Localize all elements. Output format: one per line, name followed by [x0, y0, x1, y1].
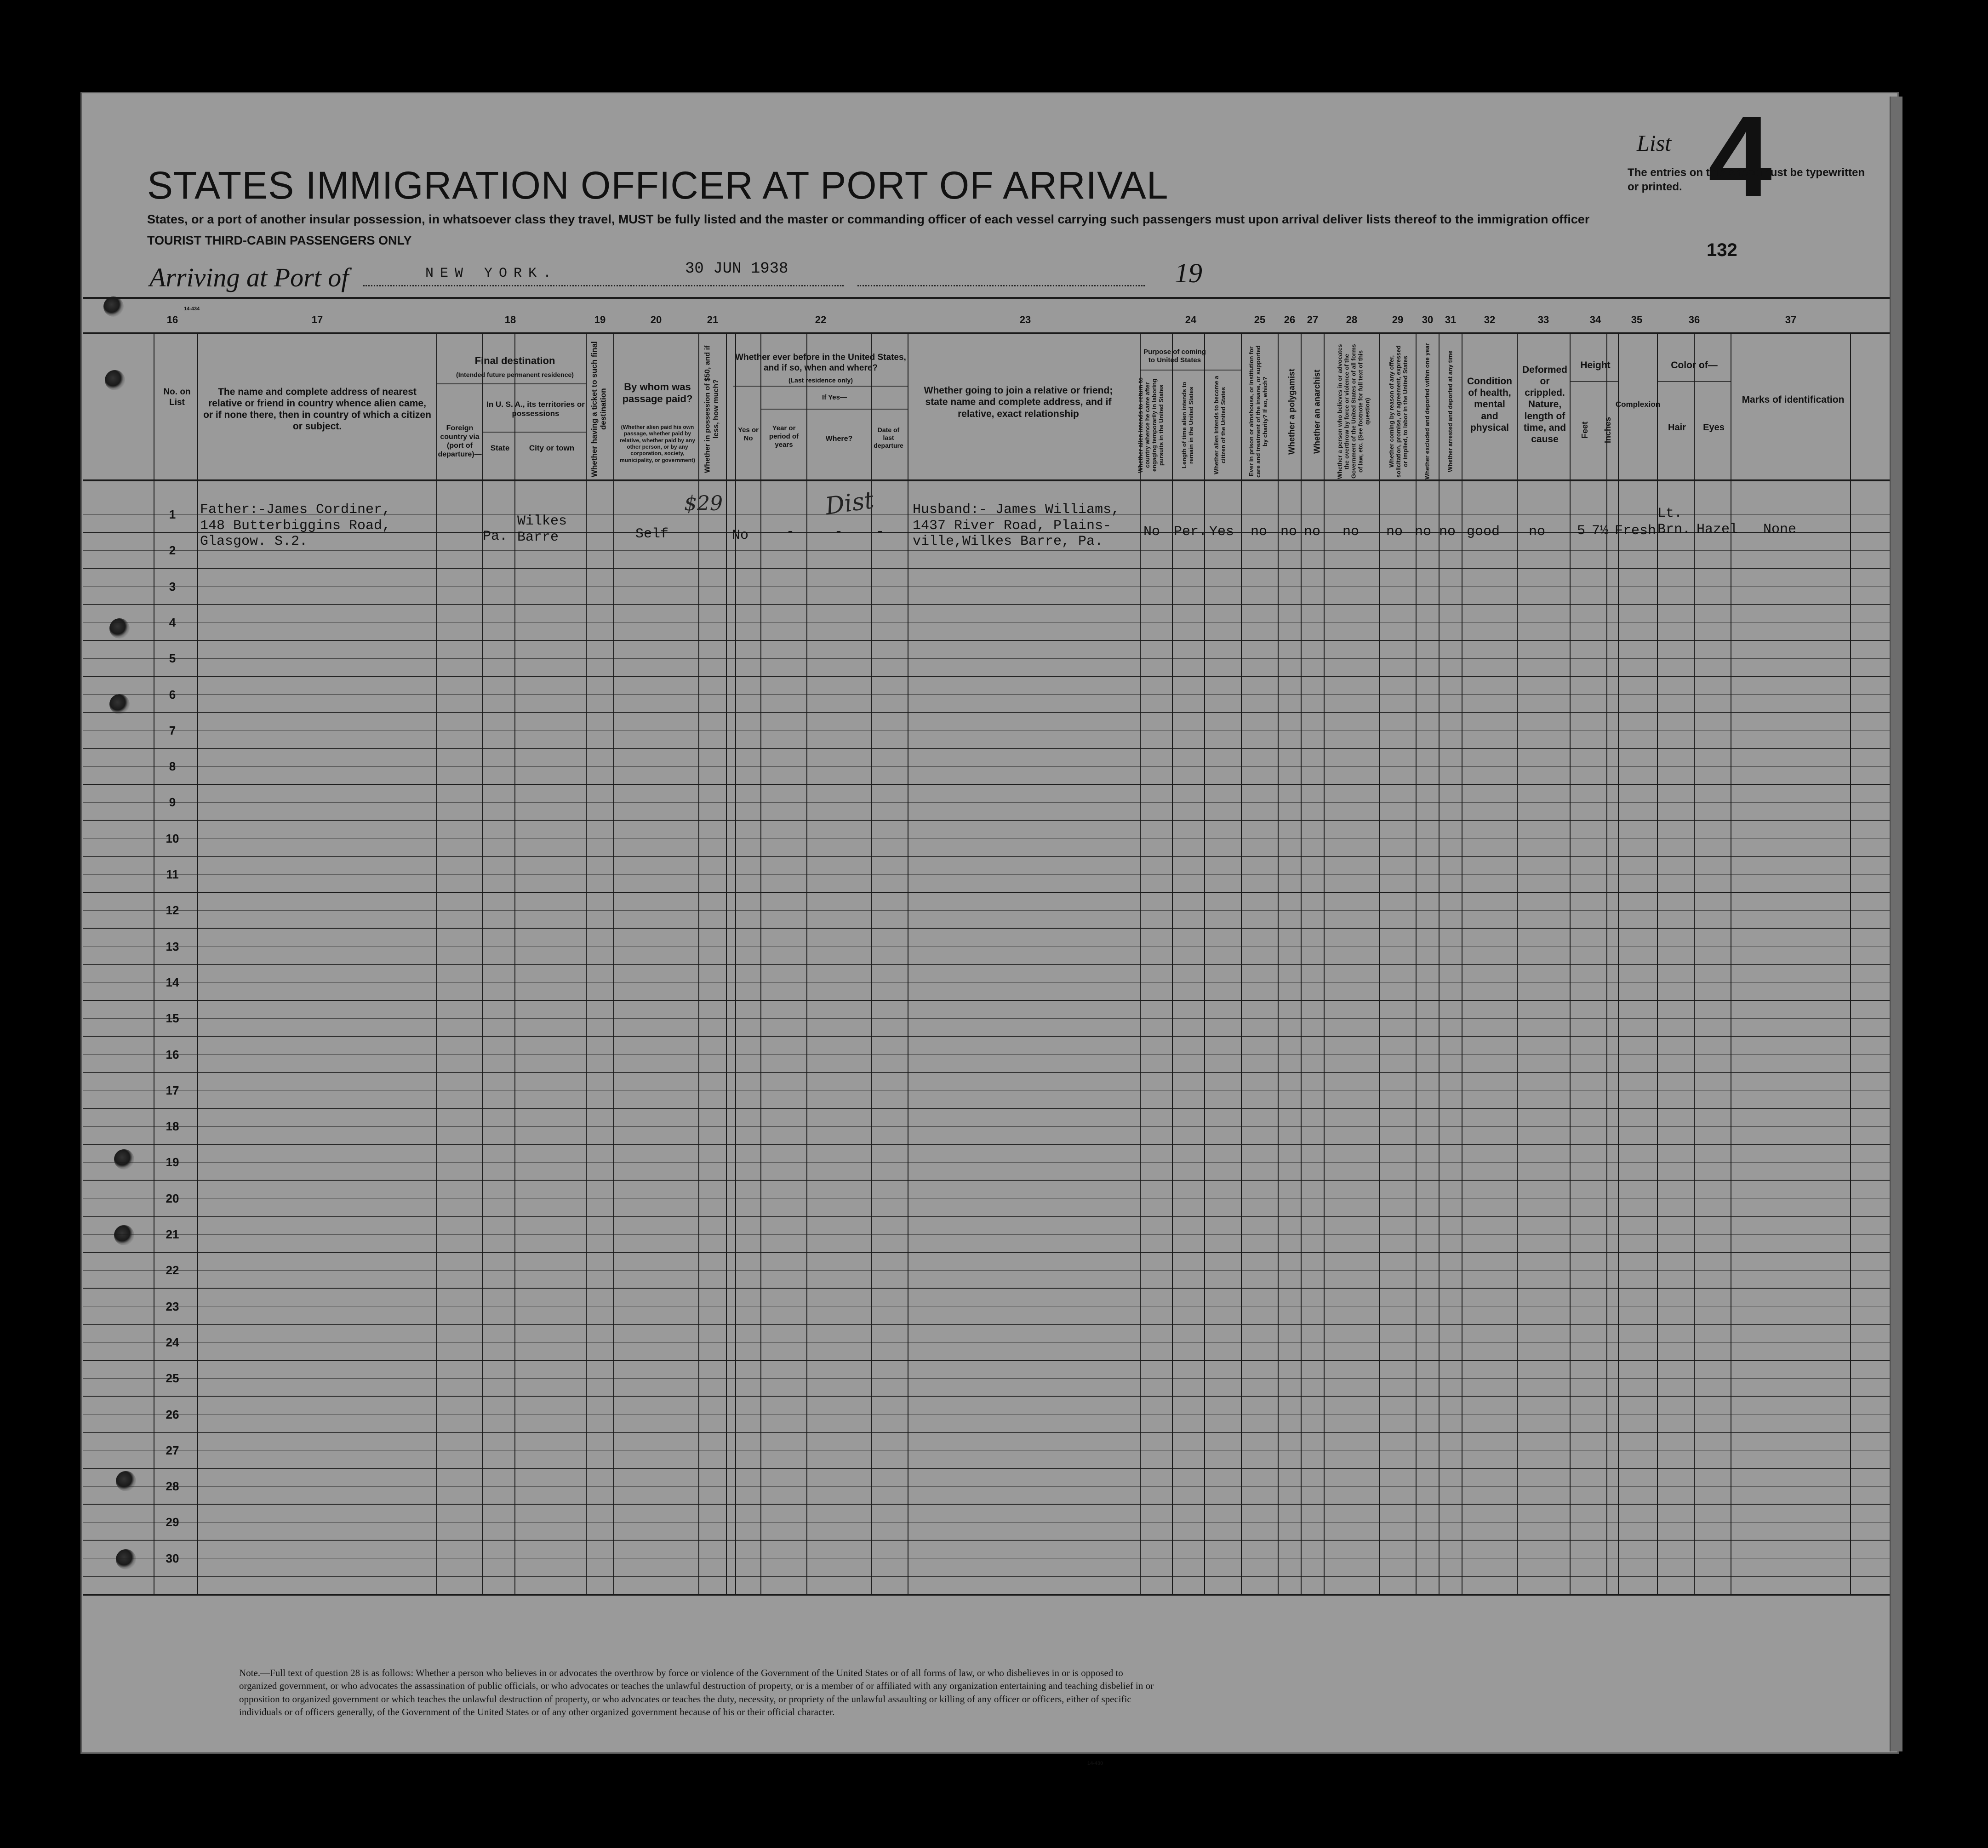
entries-note: The entries on this sheet must be typewritten or printed. [1628, 166, 1865, 194]
header-state: State [490, 443, 510, 452]
header-city: City or town [529, 443, 575, 452]
handwritten-note: Dist [823, 486, 876, 521]
column-number: 27 [1307, 314, 1319, 325]
entry-arrested: no [1439, 524, 1456, 540]
header-color-of: Color of— [1671, 360, 1718, 371]
header-if-yes: If Yes— [822, 394, 847, 401]
port-value: NEW YORK. [425, 266, 558, 281]
entry-length-stay: Per. [1174, 524, 1207, 540]
sheet-number: 132 [1707, 240, 1737, 260]
class-note: TOURIST THIRD-CABIN PASSENGERS ONLY [147, 234, 412, 247]
column-number: 24 [1185, 314, 1197, 325]
arriving-label: Arriving at Port of [149, 262, 349, 292]
year-prefix: 19 [1175, 258, 1202, 288]
row-number: 3 [169, 579, 176, 593]
row-number: 20 [166, 1191, 179, 1205]
row-number: 25 [166, 1371, 179, 1386]
page-title: STATES IMMIGRATION OFFICER AT PORT OF ARRIVAL [147, 164, 1169, 207]
row-number: 7 [169, 723, 176, 737]
header-purpose-citizen: Whether alien intends to become a citizen of the United States [1213, 376, 1227, 475]
row-number: 18 [166, 1119, 179, 1134]
entry-feet: 5 [1577, 523, 1586, 539]
entry-year: - [786, 524, 795, 540]
entry-citizen: Yes [1209, 524, 1234, 540]
header-passage-paid: By whom was passage paid? [622, 381, 693, 405]
column-number: 23 [1019, 314, 1031, 325]
entry-join-line2: 1437 River Road, Plains- [913, 518, 1112, 534]
entry-hair-line2: Brn. [1657, 521, 1691, 537]
header-passage-paid-note: (Whether alien paid his own passage, whether paid by relative, whether paid by any other person, or by any corporation, society, municipality, or government) [619, 423, 696, 463]
date-stamp: 30 JUN 1938 [685, 260, 788, 278]
row-number: 9 [169, 795, 176, 810]
row-number: 28 [166, 1479, 179, 1494]
entry-city-line1: Wilkes [517, 513, 567, 529]
entry-health: good [1467, 524, 1500, 540]
header-marks: Marks of identification [1742, 394, 1845, 405]
entry-relative-line1: Father:-James Cordiner, [200, 502, 391, 518]
entry-hair-line1: Lt. [1657, 506, 1683, 521]
header-purpose: Purpose of coming to United States [1143, 348, 1206, 364]
header-yes-no: Yes or No [737, 426, 759, 442]
header-final-destination: Final destination [474, 354, 555, 366]
row-number: 22 [166, 1263, 179, 1278]
form-number-top: 14-434 [184, 306, 200, 312]
row-number: 30 [166, 1551, 179, 1565]
column-number: 29 [1392, 314, 1404, 325]
entry-money: $29 [684, 492, 723, 515]
header-hair: Hair [1668, 422, 1686, 433]
column-number: 30 [1422, 314, 1434, 325]
column-number: 17 [311, 314, 323, 325]
header-year: Year or period of years [769, 424, 799, 449]
column-number: 31 [1445, 314, 1457, 325]
row-number: 12 [166, 903, 179, 918]
header-date-departure: Date of last departure [874, 426, 903, 449]
header-overthrow: Whether a person who believes in or advocates the overthrow by force or violence of the Government of the United States or of all forms of law, etc. (See footnote for full text of this question) [1336, 344, 1371, 479]
header-last-residence: (Last residence only) [788, 376, 853, 384]
column-number: 32 [1484, 314, 1496, 325]
header-relative: The name and complete address of nearest relative or friend in country whence alien came, or if none there, then in country of which a citizen or subject. [203, 386, 431, 432]
entry-join-line3: ville,Wilkes Barre, Pa. [913, 534, 1103, 549]
entry-excluded: no [1415, 524, 1432, 540]
form-number-bottom: 14-430 [1087, 1761, 1103, 1766]
header-before-in-us: Whether ever before in the United States, and if so, when and where? [735, 353, 906, 373]
column-number: 33 [1537, 314, 1549, 325]
entry-deformed: no [1529, 524, 1546, 540]
entry-passage-paid: Self [635, 526, 669, 542]
entry-return-temp: No [1143, 524, 1160, 540]
instructions-text: States, or a port of another insular possession, in whatsoever class they travel, MUST be fully listed and the master or commanding officer of each vessel carrying such passengers must upon arrival deliver lists thereof to the immigration officer [147, 212, 1590, 226]
list-number: 4 [1708, 92, 1772, 220]
column-number: 16 [166, 314, 178, 325]
header-no-on-list: No. on List [163, 387, 191, 407]
entry-city-line2: Barre [517, 529, 559, 545]
row-number: 21 [166, 1227, 179, 1241]
entry-relative-line2: 148 Butterbiggins Road, [200, 518, 391, 534]
row-number: 14 [166, 975, 179, 989]
header-offer-labor: Whether coming by reason of any offer, solicitation, promise, or agreement, expressed or implied, to labor in the United States [1388, 345, 1409, 478]
row-number: 2 [169, 543, 176, 558]
row-number: 16 [166, 1047, 179, 1061]
column-number: 20 [650, 314, 662, 325]
row-number: 19 [166, 1155, 179, 1169]
column-number: 22 [815, 314, 827, 325]
row-number: 4 [169, 615, 176, 629]
footnote-text: Note.—Full text of question 28 is as follows: Whether a person who believes in or advocates the overthrow by force or violence of the Government of the United States or of all forms of law, or who disbelieves in or is opposed to organized government, or who advocates the assassination of public officials, or who advocates or teaches the unlawful destruction of property, or is a member of or affiliated with any organization entertaining and teaching disbelief in or opposition to organized government or which teaches the unlawful destruction of property, or who advocates or teaches the duty, necessity, or propriety of the unlawful assaulting or killing of any officer or officers, either of specific individuals or of officers generally, of the Government of the United States or of any other organized government because of his or their official character. [239, 1667, 1154, 1718]
entry-state: Pa. [483, 529, 508, 544]
entry-where: - [834, 524, 843, 540]
column-number: 37 [1785, 314, 1797, 325]
column-number: 26 [1284, 314, 1296, 325]
header-foreign-country: Foreign country via (port of departure)— [438, 424, 482, 459]
entry-offer-labor: no [1386, 524, 1403, 540]
column-number: 34 [1589, 314, 1601, 325]
header-join-relative: Whether going to join a relative or friend; state name and complete address, and if relative, exact relationship [924, 385, 1113, 419]
row-number: 15 [166, 1011, 179, 1026]
row-number: 24 [166, 1335, 179, 1349]
entry-complexion: Fresh [1615, 523, 1657, 539]
header-anarchist: Whether an anarchist [1312, 369, 1322, 454]
row-number: 1 [169, 508, 176, 521]
header-health: Condition of health, mental and physical [1467, 376, 1512, 433]
header-excluded: Whether excluded and deported within one year [1423, 343, 1431, 480]
row-number: 5 [169, 651, 176, 666]
column-number: 21 [707, 314, 719, 325]
column-number: 25 [1254, 314, 1266, 325]
header-feet: Feet [1580, 421, 1590, 439]
header-purpose-length: Length of time alien intends to remain in the United States [1181, 382, 1194, 469]
header-polygamist: Whether a polygamist [1287, 368, 1297, 455]
row-number: 13 [166, 939, 179, 953]
row-number: 6 [169, 687, 176, 702]
entry-anarchist: no [1304, 524, 1321, 540]
column-number: 18 [504, 314, 516, 325]
header-final-destination-note: (Intended future permanent residence) [456, 371, 574, 378]
entry-prison: no [1251, 524, 1268, 540]
entry-polygamist: no [1280, 524, 1297, 540]
column-number: 36 [1688, 314, 1700, 325]
header-complexion: Complexion [1615, 399, 1661, 409]
entry-relative [200, 502, 390, 550]
entry-join-relative [913, 502, 1120, 550]
column-number: 28 [1346, 314, 1358, 325]
entry-before-in-us: No [732, 528, 749, 543]
column-number: 35 [1631, 314, 1643, 325]
entry-date: - [876, 524, 885, 540]
row-number: 29 [166, 1515, 179, 1529]
entry-city [517, 513, 567, 545]
row-number: 11 [166, 867, 179, 881]
header-where: Where? [825, 435, 853, 443]
entry-hair [1657, 506, 1691, 537]
header-inches: Inches [1603, 416, 1613, 443]
row-number: 27 [166, 1443, 179, 1457]
entry-overthrow: no [1342, 524, 1360, 540]
entry-join-line1: Husband:- James Williams, [913, 502, 1120, 518]
header-prison: Ever in prison or almshouse, or institution for care and treatment of the insane, or supported by charity? If so, which? [1248, 345, 1268, 478]
row-number: 8 [169, 759, 176, 774]
header-arrested: Whether arrested and deported at any time [1446, 350, 1454, 473]
header-in-usa: In U. S. A., its territories or possessions [486, 399, 585, 418]
row-number: 17 [166, 1083, 179, 1097]
row-number: 23 [166, 1299, 179, 1313]
header-ticket: Whether having a ticket to such final destination [589, 341, 608, 477]
header-height: Height [1580, 360, 1611, 371]
header-purpose-return: Whether alien intends to return to country whence he came after engaging temporarily in laboring pursuits in the United States [1137, 377, 1165, 473]
column-number: 19 [594, 314, 606, 325]
header-deformed: Deformed or crippled. Nature, length of time, and cause [1522, 364, 1568, 445]
entry-marks: None [1763, 522, 1797, 537]
entry-inches: 7½ [1592, 523, 1609, 539]
row-number: 10 [166, 831, 179, 845]
header-money: Whether in possession of $50, and if less, how much? [703, 345, 720, 473]
entry-eyes: Hazel [1697, 522, 1738, 537]
row-number: 26 [166, 1407, 179, 1421]
header-eyes: Eyes [1703, 422, 1725, 433]
entry-relative-line3: Glasgow. S.2. [200, 534, 308, 549]
list-label: List [1637, 130, 1672, 156]
